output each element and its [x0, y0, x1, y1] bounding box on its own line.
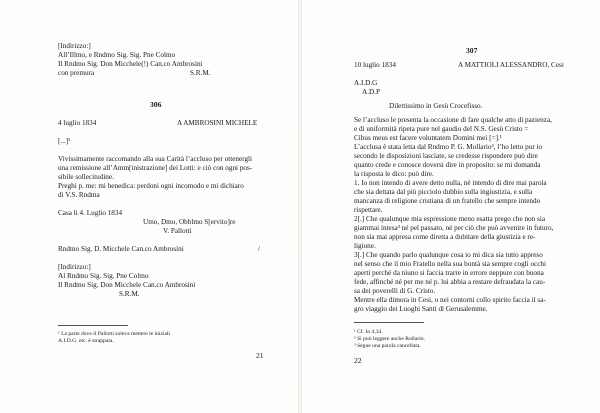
footnote-line: A.I.D.G. etc. è strappata.	[58, 338, 114, 344]
text-line: 3[.] Che quando parlo qualunque cosa io mi dica sia tutto appreso	[354, 251, 543, 259]
text-line: Umo, Dmo, Obblmo S[ervito]re	[143, 218, 236, 226]
page-number: 307	[466, 46, 478, 55]
text-line: Al Rndmo Sig. Sig. Pne Colmo	[58, 272, 149, 280]
text-line: aperti perché da niuno si faccia trarre in errore neppure con buona	[354, 269, 544, 277]
text-line: A AMBROSINI MICHELE	[177, 119, 258, 127]
text-line: Rndmo Sig. D. Micchele Can.co Ambrosini	[58, 245, 184, 253]
right-page	[302, 0, 600, 413]
text-line: Vivissimamente raccomando alla sua Carità l’accluso per ottenergli	[58, 155, 253, 163]
text-line: [Indirizzo:]	[58, 42, 91, 50]
text-line: V. Pallotti	[163, 227, 192, 235]
footnote-line: ¹ Cf. Io 4,34.	[354, 329, 383, 335]
text-line: ligione.	[354, 242, 376, 250]
text-line: Cibus meus est facere voluntatem Domini mei [=].¹	[354, 134, 502, 142]
text-line: gro viaggio dei Luoghi Santi di Gerusalemme.	[354, 305, 488, 313]
text-line: quanto crede e conosce doversi dire in proposito: se mi domanda	[354, 161, 541, 169]
footnote-rule	[58, 325, 128, 326]
text-line: non sia mai appresa come diretta a dubitare della giustizia e re-	[354, 233, 536, 241]
text-line: sibile sollecitudine.	[58, 173, 114, 181]
footnote-line: ³ Segue una parola cancellata.	[354, 343, 421, 349]
text-line: Dilettissimo in Gesù Crocefisso.	[389, 102, 483, 110]
text-line: Se l’accluso le presenta la occasione di fare qualche atto di pazienza,	[354, 116, 552, 124]
text-line: rispettare.	[354, 206, 383, 214]
text-line: secondo le disposizioni lasciate, se credesse rispondere può dire	[354, 152, 538, 160]
text-line: fede, affinché né per me né p. lui abbia a restare defraudata la cau-	[354, 278, 546, 286]
text-line: la risposta le dico: può dire.	[354, 170, 434, 178]
text-line: di V.S. Rndma	[58, 191, 100, 199]
text-line: sa dei poverelli di G. Cristo.	[354, 287, 436, 295]
text-line: A MATTIOLI ALESSANDRO, Cesi	[458, 61, 564, 69]
page-number: 22	[354, 356, 362, 365]
text-line: 2[.] Che qualunque mia espressione meno esatta prego che non sia	[354, 215, 546, 223]
text-line: Il Rndmo Sig. Don Micchele(!) Can.co Ambrosini	[58, 60, 203, 68]
text-line: All’Illmo, e Rndmo Sig. Sig. Pne Colmo	[58, 51, 176, 59]
text-line: S.R.M.	[119, 290, 140, 298]
text-line: una remissione all’Amm[inistrazione] dei Lotti: e ciò con ogni pos-	[58, 164, 253, 172]
left-page	[0, 0, 298, 413]
text-line: e di uniformità ripeta pure nel gaudio del N.S. Gesù Cristo =	[354, 125, 529, 133]
text-line: Preghi p. me: mi benedica: perdoni ogni incomodo e mi dichiaro	[58, 182, 244, 190]
text-line: [...]¹	[58, 137, 71, 145]
text-line: Casa li 4. Luglio 1834	[58, 209, 123, 217]
page-number: 21	[256, 351, 264, 360]
footnote-line: ¹ La parte dove il Pallotti soleva mettere le iniziali	[58, 331, 171, 337]
text-line: che sia dettata dal più picciolo dubbio sulla ingiustizia, e sulla	[354, 188, 533, 196]
footnote-rule	[354, 322, 424, 323]
text-line: Mentre ella dimora in Cesi, o nei contorni collo spirito faccia il sa-	[354, 296, 546, 304]
text-line: nel senso che il mio Fratello nella sua bontà sia sempre cogli occhi	[354, 260, 547, 268]
page-number: 306	[150, 100, 162, 109]
text-line: A.I.D.G	[354, 79, 378, 87]
text-line: L’acclusa è stata letta dal Rndmo P. G. Mollario², l’ho letto pur io	[354, 143, 543, 151]
footnote-line: ² Si può leggere anche Rollario.	[354, 336, 425, 342]
text-line: giammai intesa³ né pel passato, né per ciò che può avvenire in futuro,	[354, 224, 554, 232]
text-line: /	[258, 245, 260, 253]
text-line: S.R.M.	[190, 69, 211, 77]
text-line: 10 luglio 1834	[354, 61, 396, 69]
text-line: con premura	[58, 69, 95, 77]
text-line: mancanza di religione cristiana di un fratello che sempre intendo	[354, 197, 541, 205]
text-line: 4 luglio 1834	[58, 119, 97, 127]
text-line: 1. Io non intendo di avere detto nulla, né intendo di dire mai parola	[354, 179, 547, 187]
text-line: A.D.P	[362, 88, 380, 96]
text-line: Il Rndmo Sig. Don Micchele Can.co Ambrosini	[58, 281, 196, 289]
text-line: [Indirizzo:]	[58, 263, 91, 271]
